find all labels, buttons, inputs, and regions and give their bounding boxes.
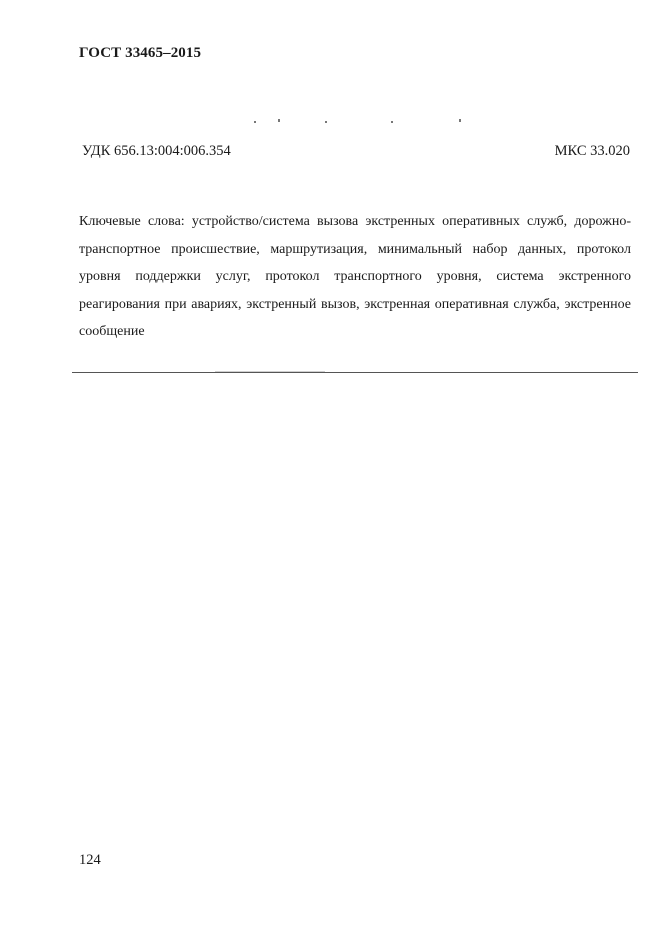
divider-shadow	[215, 371, 325, 372]
mks-code: МКС 33.020	[554, 143, 630, 159]
scan-artifacts	[250, 118, 480, 124]
keywords-paragraph: Ключевые слова: устройство/система вызова экстренных оперативных служб, дорожно-транспортное происшествие, маршрутизация, минимальный набор данных, протокол уровня поддержки услуг, протокол транспортного уровня, система экстренного реагирования при авариях, экстренный вызов, экстренная оперативная служба, экстренное сообщение	[79, 214, 631, 339]
section-divider	[72, 372, 638, 373]
page-number: 124	[79, 852, 101, 868]
udk-code: УДК 656.13:004:006.354	[82, 143, 231, 159]
standard-code-header: ГОСТ 33465–2015	[79, 45, 202, 61]
classification-row	[82, 143, 630, 160]
